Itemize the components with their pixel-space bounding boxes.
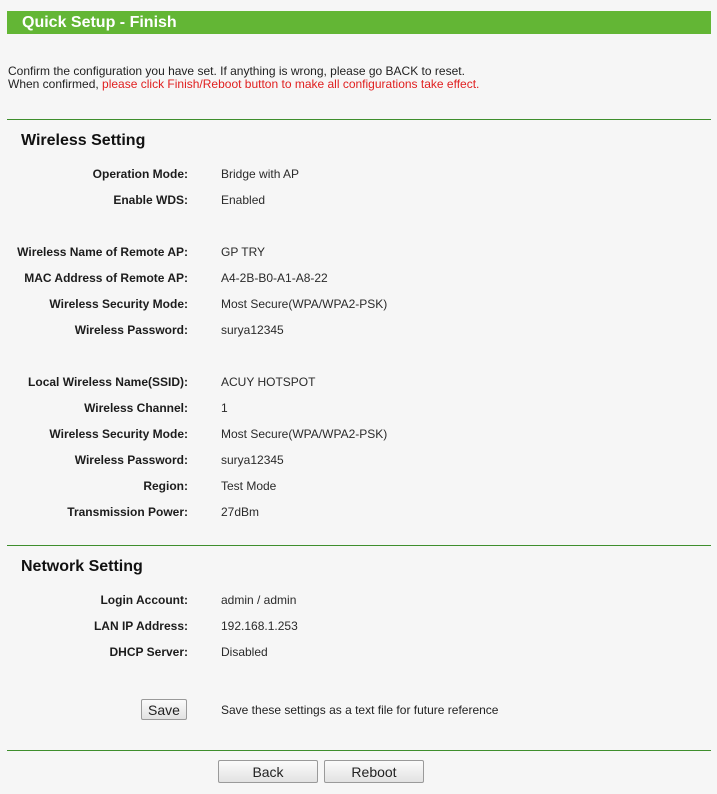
wireless-channel-value: 1 <box>221 401 228 415</box>
wireless-channel-label: Wireless Channel: <box>84 401 188 415</box>
intro-line-2-prefix: When confirmed, <box>8 77 103 91</box>
dhcp-server-label: DHCP Server: <box>109 645 188 659</box>
lan-ip-value: 192.168.1.253 <box>221 619 298 633</box>
back-button[interactable]: Back <box>218 760 318 783</box>
reboot-button[interactable]: Reboot <box>324 760 424 783</box>
operation-mode-value: Bridge with AP <box>221 167 300 181</box>
local-security-mode-value: Most Secure(WPA/WPA2-PSK) <box>221 427 388 441</box>
page-header <box>7 11 711 34</box>
divider-bottom <box>7 750 711 751</box>
intro-line-2-highlight: please click Finish/Reboot button to make all configurations take effect. <box>102 77 480 91</box>
remote-ap-name-value: GP TRY <box>221 245 266 259</box>
local-security-mode-label: Wireless Security Mode: <box>49 427 188 441</box>
login-account-label: Login Account: <box>100 593 188 607</box>
intro-line-1: Confirm the configuration you have set. If anything is wrong, please go BACK to reset. <box>8 64 465 78</box>
divider-middle <box>7 545 711 546</box>
wireless-section-title: Wireless Setting <box>21 132 146 149</box>
enable-wds-label: Enable WDS: <box>113 193 188 207</box>
network-section-title: Network Setting <box>21 558 143 575</box>
region-value: Test Mode <box>221 479 277 493</box>
page-title: Quick Setup - Finish <box>22 14 177 31</box>
intro-line-2 <box>8 78 479 91</box>
remote-password-value: surya12345 <box>221 323 284 337</box>
transmission-power-value: 27dBm <box>221 505 260 519</box>
remote-ap-mac-value: A4-2B-B0-A1-A8-22 <box>221 271 328 285</box>
save-note: Save these settings as a text file for future reference <box>221 703 499 717</box>
enable-wds-value: Enabled <box>221 193 266 207</box>
local-password-label: Wireless Password: <box>74 453 188 467</box>
remote-security-mode-value: Most Secure(WPA/WPA2-PSK) <box>221 297 388 311</box>
local-ssid-value: ACUY HOTSPOT <box>221 375 316 389</box>
remote-ap-name-label: Wireless Name of Remote AP: <box>17 245 188 259</box>
local-password-value: surya12345 <box>221 453 284 467</box>
remote-password-label: Wireless Password: <box>74 323 188 337</box>
lan-ip-label: LAN IP Address: <box>93 619 188 633</box>
remote-security-mode-label: Wireless Security Mode: <box>49 297 188 311</box>
operation-mode-label: Operation Mode: <box>92 167 188 181</box>
save-button[interactable]: Save <box>141 699 187 720</box>
local-ssid-label: Local Wireless Name(SSID): <box>28 375 188 389</box>
intro-text <box>8 65 479 91</box>
transmission-power-label: Transmission Power: <box>67 505 188 519</box>
dhcp-server-value: Disabled <box>221 645 268 659</box>
divider-top <box>7 119 711 120</box>
login-account-value: admin / admin <box>221 593 297 607</box>
remote-ap-mac-label: MAC Address of Remote AP: <box>24 271 188 285</box>
region-label: Region: <box>143 479 188 493</box>
